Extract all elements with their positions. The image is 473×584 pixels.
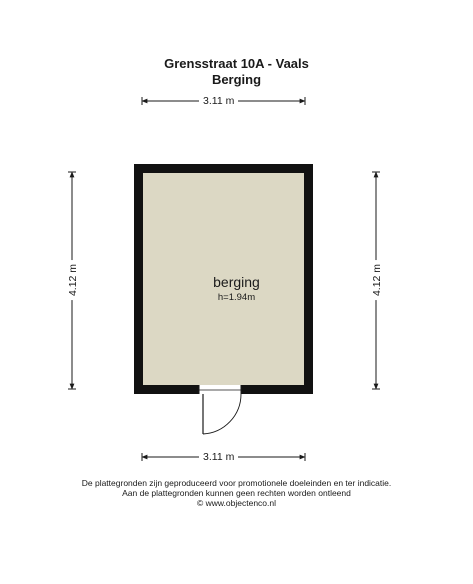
- room-height-label: h=1.94m: [217, 292, 256, 303]
- dimension-label-top: 3.11 m: [199, 95, 238, 107]
- dimension-label-right: 4.12 m: [371, 260, 383, 300]
- plan-address-title: Grensstraat 10A - Vaals: [164, 56, 309, 71]
- door-opening: [199, 385, 241, 394]
- dimension-label-left: 4.12 m: [67, 260, 79, 300]
- room-label: berging: [213, 274, 260, 290]
- plan-floor-title: Berging: [211, 72, 262, 87]
- dimension-label-bottom: 3.11 m: [199, 451, 238, 463]
- disclaimer-line-1: De plattegronden zijn geproduceerd voor promotionele doeleinden en ter indicatie.: [81, 478, 392, 488]
- disclaimer-line-2: Aan de plattegronden kunnen geen rechten worden ontleend: [122, 488, 351, 498]
- copyright-link[interactable]: © www.objectenco.nl: [196, 498, 277, 508]
- door-swing-arc: [203, 394, 241, 434]
